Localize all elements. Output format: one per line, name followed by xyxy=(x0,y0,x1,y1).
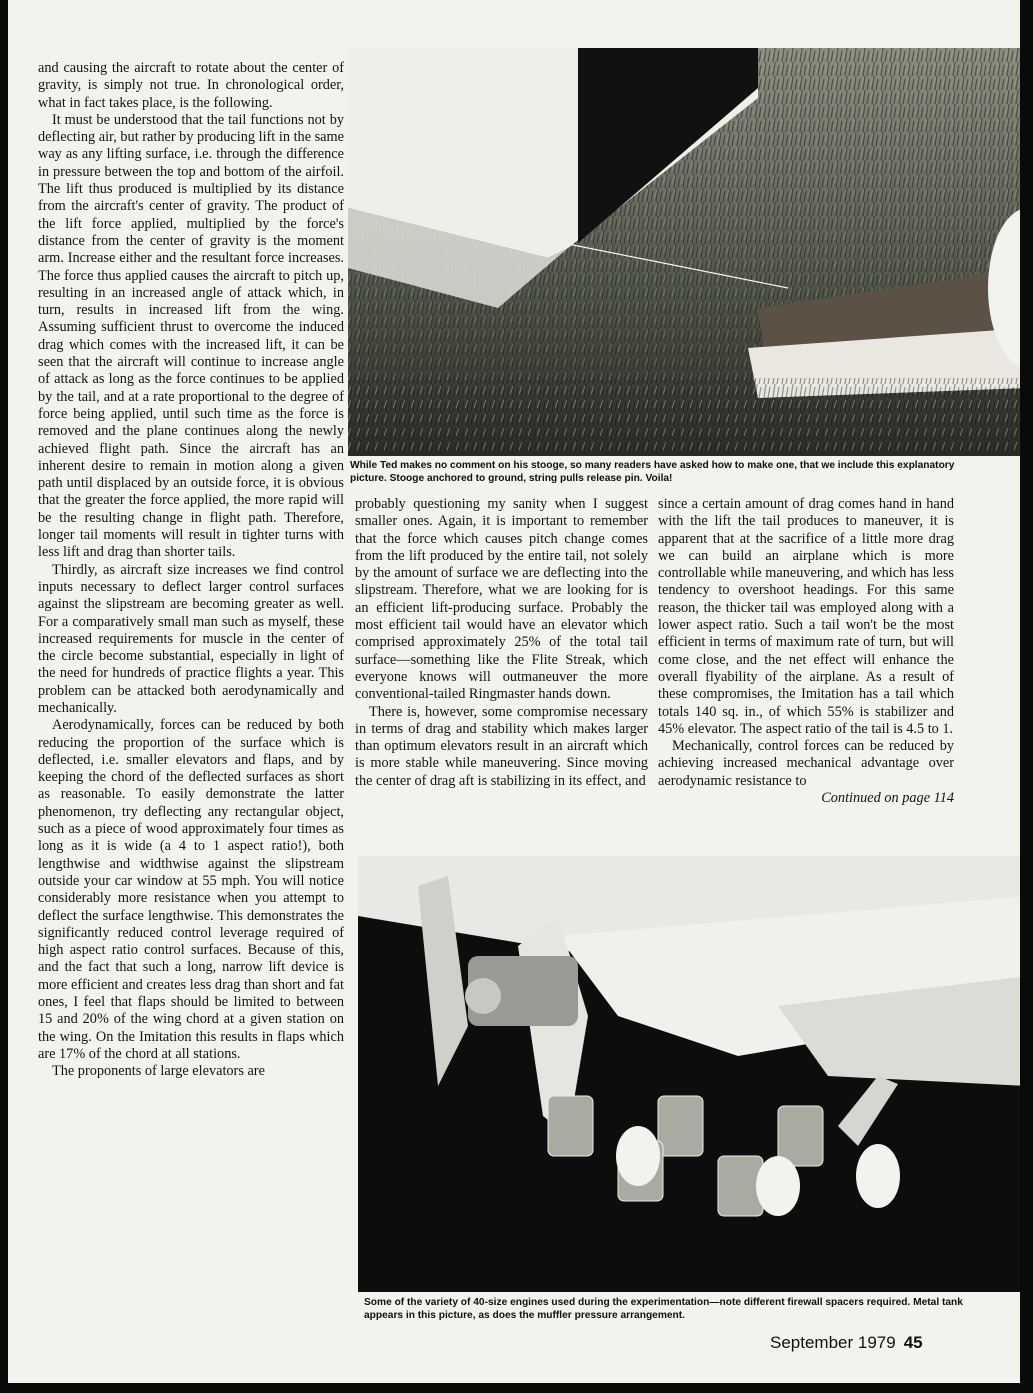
right-text-column xyxy=(658,496,954,807)
engines-photo xyxy=(358,856,1020,1292)
stooge-photo-graphic xyxy=(348,48,1020,456)
paragraph: Thirdly, as aircraft size increases we find control inputs necessary to deflect larger control surfaces against the slipstream are becoming greater as well. For a comparatively small man such as myself, these increased requirements for muscle in the center of the circle become substantial, especially in light of the need for hundreds of practice flights a year. This problem can be attacked both aerodynamically and mechanically. xyxy=(38,561,344,716)
paragraph: Aerodynamically, forces can be reduced by both reducing the proportion of the surface which is deflected, i.e. smaller elevators and flaps, and by keeping the chord of the deflected surfaces as short as reasonable. To easily demonstrate the latter phenomenon, try deflecting any rectangular object, such as a piece of wood approximately four times as long as it is wide (a 4 to 1 aspect ratio!), both lengthwise and widthwise against the slipstream outside your car window at 55 mph. You will notice considerably more resistance when you attempt to deflect the surface lengthwise. This demonstrates the significantly reduced control leverage required of high aspect ratio control surfaces. Because of this, and the fact that such a long, narrow lift device is more efficient and creates less drag than short and fat ones, I feel that flaps should be limited to between 15 and 20% of the wing chord at a given station on the wing. On the Imitation this results in flaps which are 17% of the chord at all stations. xyxy=(38,717,344,1062)
engines-photo-graphic xyxy=(358,856,1020,1292)
paragraph: probably questioning my sanity when I suggest smaller ones. Again, it is important to remember that the force which causes pitch change comes from the lift produced by the entire tail, not solely by the amount of surface we are deflecting into the slipstream. Therefore, what we are looking for is an efficient lift-producing surface. Probably the most efficient tail would have an elevator which comprised approximately 25% of the total tail surface—something like the Flite Streak, which everyone knows will outmaneuver the more conventional-tailed Ringmaster hands down. xyxy=(355,496,648,703)
paragraph: Mechanically, control forces can be reduced by achieving increased mechanical advantage over aerodynamic resistance to xyxy=(658,738,954,789)
paragraph: There is, however, some compromise necessary in terms of drag and stability which makes larger than optimum elevators result in an aircraft which is more stable while maneuvering. Since moving the center of drag aft is stabilizing in its effect, and xyxy=(355,703,648,789)
magazine-page xyxy=(8,0,1020,1383)
scan-border xyxy=(1020,0,1033,1393)
paragraph: The proponents of large elevators are xyxy=(52,1063,265,1080)
continued-note: Continued on page 114 xyxy=(821,790,954,807)
top-photo-caption: While Ted makes no comment on his stooge, so many readers have asked how to make one, that we include this explanatory picture. Stooge anchored to ground, string pulls release pin. Voila! xyxy=(350,460,955,484)
bottom-photo-caption: Some of the variety of 40-size engines used during the experimentation—note different firewall spacers required. Metal tank appears in this picture, as does the muffler pressure arrangement. xyxy=(364,1297,963,1321)
page-footer xyxy=(770,1333,923,1353)
issue-date: September 1979 xyxy=(770,1333,896,1352)
page-number: 45 xyxy=(903,1333,923,1352)
paragraph: It must be understood that the tail functions not by deflecting air, but rather by producing lift in the same way as any lifting surface, i.e. through the difference in pressure between the top and bottom of the airfoil. The lift thus produced is multiplied by its distance from the aircraft's center of gravity. The product of the lift force applied, multiplied by the force's distance from the center of gravity is the moment arm. Increase either and the resultant force increases. The force thus applied causes the aircraft to pitch up, resulting in an increased angle of attack which, in turn, results in increased lift from the wing. Assuming sufficient thrust to overcome the induced drag which comes with the increased lift, it can be seen that the aircraft will continue to increase angle of attack as long as the force continues to be applied by the tail, and at a rate proportional to the degree of force being applied, until such time as the force is removed and the plane continues along the newly achieved flight path. Since the aircraft has an inherent desire to remain in motion along a given path until displaced by an outside force, it is obvious that the greater the force applied, the more rapid will be the resulting change in flight path. Therefore, longer tail moments will result in tighter turns with less lift and drag than shorter tails. xyxy=(38,111,344,561)
paragraph: since a certain amount of drag comes hand in hand with the lift the tail produces to maneuver, it is apparent that at the sacrifice of a little more drag we can build an airplane which is more controllable while maneuvering, and which has less tendency to overshoot headings. For this same reason, the thicker tail was employed along with a lower aspect ratio. Such a tail won't be the most efficient in terms of maximum rate of turn, but will come close, and the net effect will enhance the overall flyability of the airplane. As a result of these compromises, the Imitation has a tail which totals 140 sq. in., of which 55% is stabilizer and 45% elevator. The aspect ratio of the tail is 4.5 to 1. xyxy=(658,496,954,737)
middle-text-column xyxy=(355,496,648,790)
paragraph: and causing the aircraft to rotate about the center of gravity, is simply not true. In chronological order, what in fact takes place, is the following. xyxy=(38,60,344,111)
stooge-photo xyxy=(348,48,1020,456)
left-text-column xyxy=(38,60,344,1081)
